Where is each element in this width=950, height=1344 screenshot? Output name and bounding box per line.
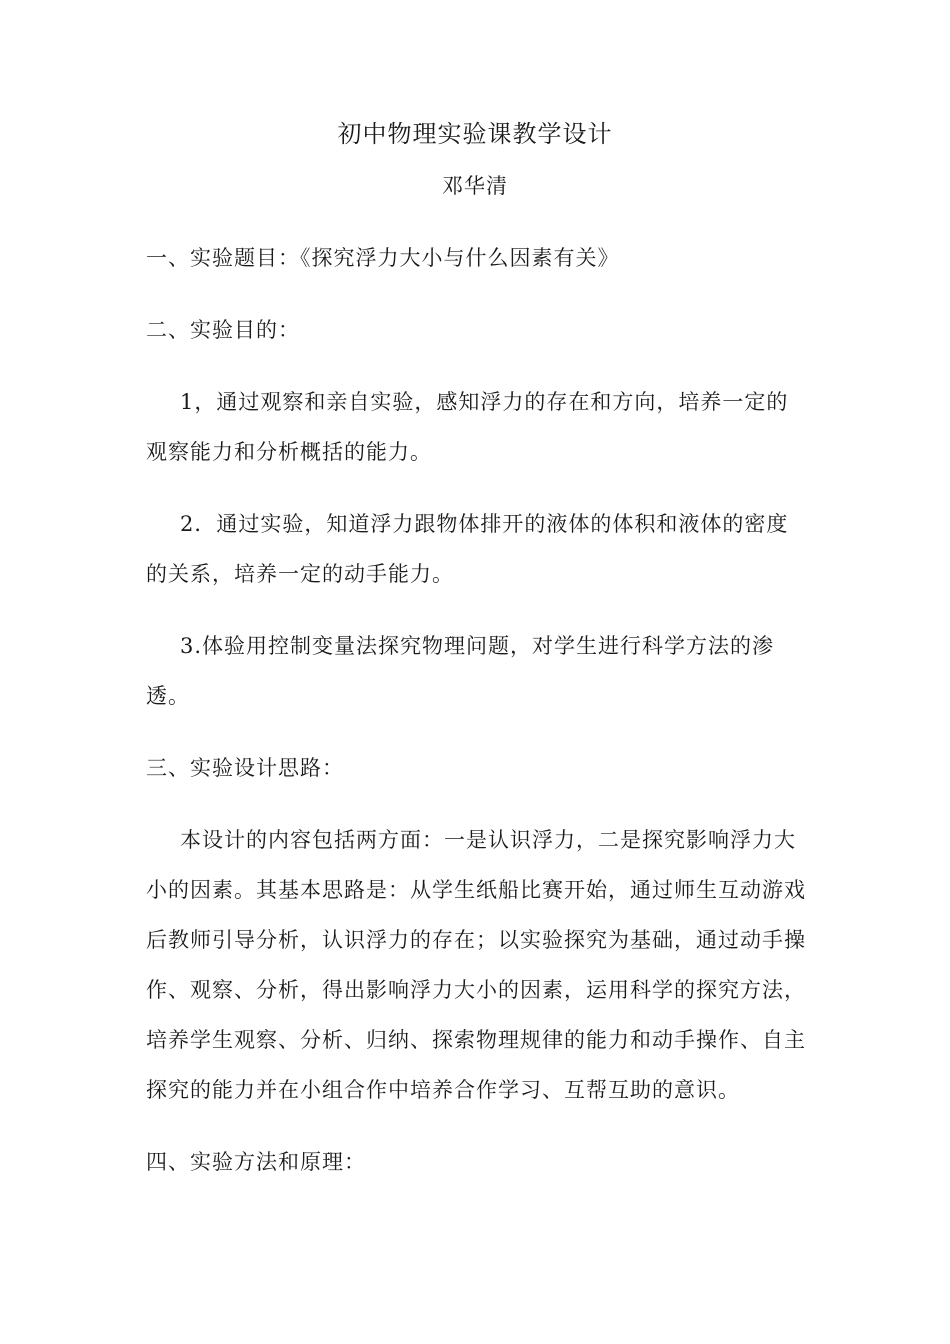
objective-2-line-2: 的关系，培养一定的动手能力。 bbox=[146, 562, 454, 586]
section-heading-1: 一、实验题目：《探究浮力大小与什么因素有关》 bbox=[146, 246, 620, 270]
design-paragraph-line-4: 作、观察、分析，得出影响浮力大小的因素，运用科学的探究方法， bbox=[146, 978, 806, 1002]
objective-1-line-2: 观察能力和分析概括的能力。 bbox=[146, 440, 432, 464]
section-heading-4: 四、实验方法和原理： bbox=[146, 1150, 366, 1174]
design-paragraph-line-6: 探究的能力并在小组合作中培养合作学习、互帮互助的意识。 bbox=[146, 1078, 740, 1102]
design-paragraph-line-5: 培养学生观察、分析、归纳、探索物理规律的能力和动手操作、自主 bbox=[146, 1028, 806, 1052]
section-heading-2: 二、实验目的： bbox=[146, 318, 300, 342]
section-heading-3: 三、实验设计思路： bbox=[146, 756, 344, 780]
objective-2-line-1: 2．通过实验，知道浮力跟物体排开的液体的体积和液体的密度 bbox=[180, 512, 789, 536]
design-paragraph-line-1: 本设计的内容包括两方面：一是认识浮力，二是探究影响浮力大 bbox=[180, 828, 796, 852]
objective-1-line-1: 1，通过观察和亲自实验，感知浮力的存在和方向，培养一定的 bbox=[180, 390, 789, 414]
objective-3-line-2: 透。 bbox=[146, 684, 190, 708]
design-paragraph-line-3: 后教师引导分析，认识浮力的存在；以实验探究为基础，通过动手操 bbox=[146, 928, 806, 952]
document-title: 初中物理实验课教学设计 bbox=[337, 120, 613, 148]
design-paragraph-line-2: 小的因素。其基本思路是：从学生纸船比赛开始，通过师生互动游戏 bbox=[146, 878, 806, 902]
objective-3-line-1: 3.体验用控制变量法探究物理问题，对学生进行科学方法的渗 bbox=[180, 634, 775, 658]
document-author: 邓华清 bbox=[442, 174, 508, 198]
